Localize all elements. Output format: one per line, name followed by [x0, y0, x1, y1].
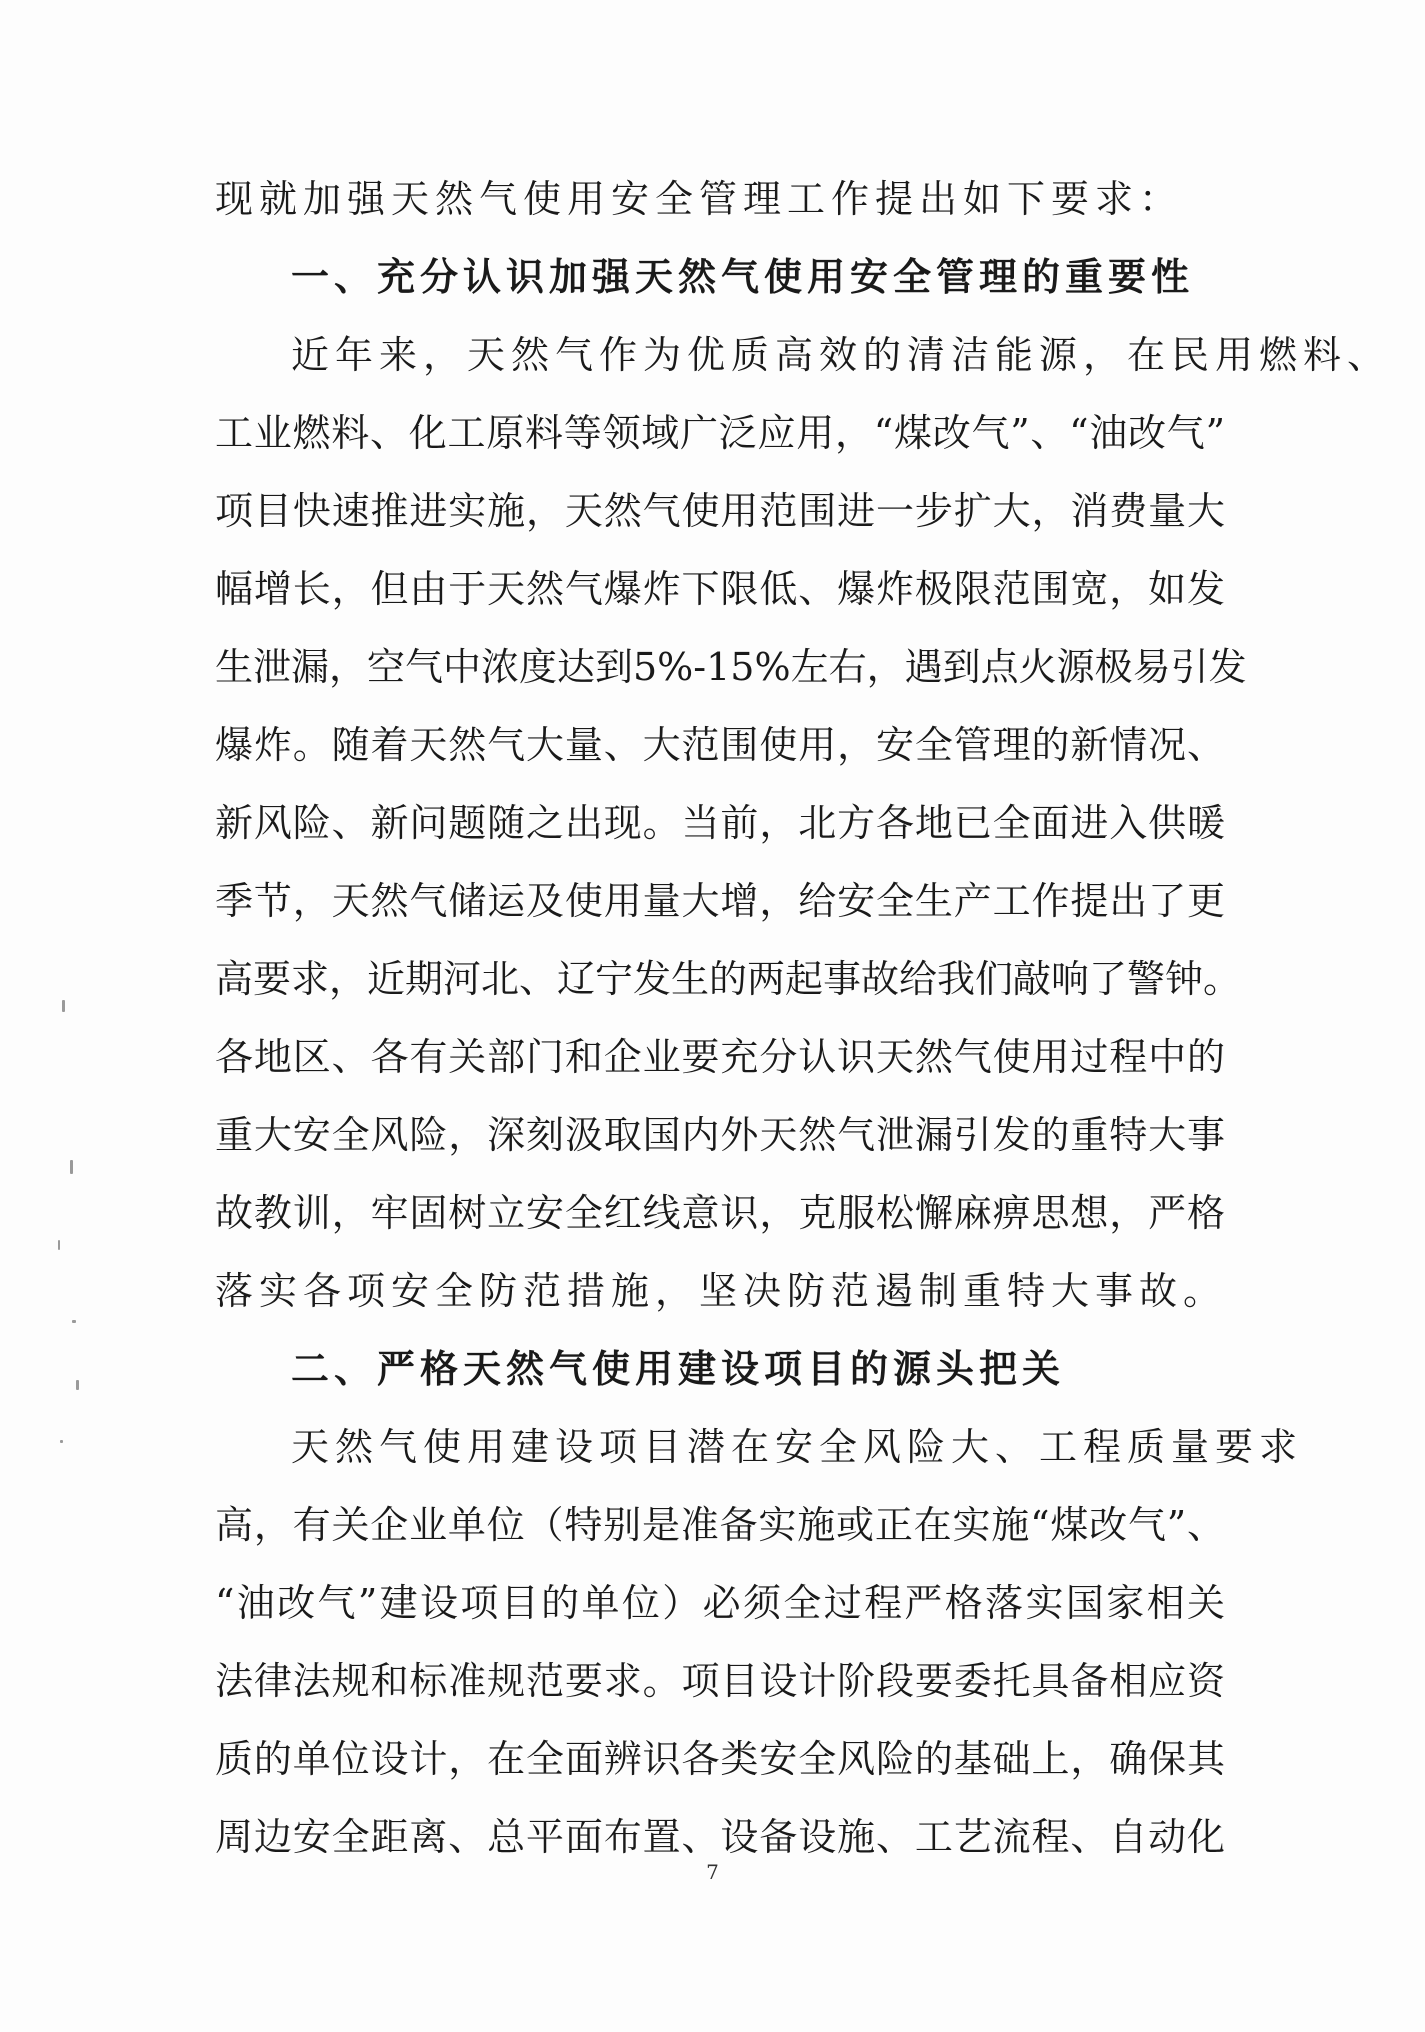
paragraph-line: 高，有关企业单位（特别是准备实施或正在实施“煤改气”、: [215, 1503, 1225, 1547]
scan-speck: [62, 1000, 65, 1012]
paragraph-line: 各地区、各有关部门和企业要充分认识天然气使用过程中的: [215, 1035, 1225, 1079]
paragraph-line: 爆炸。随着天然气大量、大范围使用，安全管理的新情况、: [215, 723, 1225, 767]
paragraph-line: 幅增长，但由于天然气爆炸下限低、爆炸极限范围宽，如发: [215, 567, 1225, 611]
section-heading-1: 一、充分认识加强天然气使用安全管理的重要性: [291, 255, 1195, 299]
scan-speck: [76, 1380, 79, 1390]
paragraph-line: 质的单位设计，在全面辨识各类安全风险的基础上，确保其: [215, 1737, 1225, 1781]
paragraph-line: 重大安全风险，深刻汲取国内外天然气泄漏引发的重特大事: [215, 1113, 1225, 1157]
scan-speck: [72, 1320, 76, 1323]
paragraph-line: 项目快速推进实施，天然气使用范围进一步扩大，消费量大: [215, 489, 1225, 533]
paragraph-line: 现就加强天然气使用安全管理工作提出如下要求：: [215, 177, 1184, 221]
paragraph-line: 新风险、新问题随之出现。当前，北方各地已全面进入供暖: [215, 801, 1225, 845]
section-heading-2: 二、严格天然气使用建设项目的源头把关: [291, 1347, 1066, 1391]
scan-speck: [60, 1440, 63, 1443]
paragraph-line: 故教训，牢固树立安全红线意识，克服松懈麻痹思想，严格: [215, 1191, 1225, 1235]
scan-speck: [70, 1160, 73, 1174]
paragraph-line: 法律法规和标准规范要求。项目设计阶段要委托具备相应资: [215, 1659, 1225, 1703]
paragraph-line: 落实各项安全防范措施，坚决防范遏制重特大事故。: [215, 1269, 1228, 1313]
paragraph-line: 生泄漏，空气中浓度达到5%-15%左右，遇到点火源极易引发: [215, 645, 1247, 689]
page-number: 7: [706, 1860, 719, 1884]
body-text: [215, 160, 1392, 1876]
paragraph-line: 近年来，天然气作为优质高效的清洁能源，在民用燃料、: [291, 333, 1392, 377]
paragraph-line: “油改气”建设项目的单位）必须全过程严格落实国家相关: [215, 1581, 1225, 1625]
paragraph-line: 季节，天然气储运及使用量大增，给安全生产工作提出了更: [215, 879, 1225, 923]
paragraph-line: 工业燃料、化工原料等领域广泛应用，“煤改气”、“油改气”: [215, 411, 1225, 455]
scan-speck: [58, 1240, 60, 1250]
paragraph-line: 高要求，近期河北、辽宁发生的两起事故给我们敲响了警钟。: [215, 957, 1242, 1001]
paragraph-line: 天然气使用建设项目潜在安全风险大、工程质量要求: [291, 1425, 1304, 1469]
paragraph-line: 周边安全距离、总平面布置、设备设施、工艺流程、自动化: [215, 1815, 1225, 1859]
